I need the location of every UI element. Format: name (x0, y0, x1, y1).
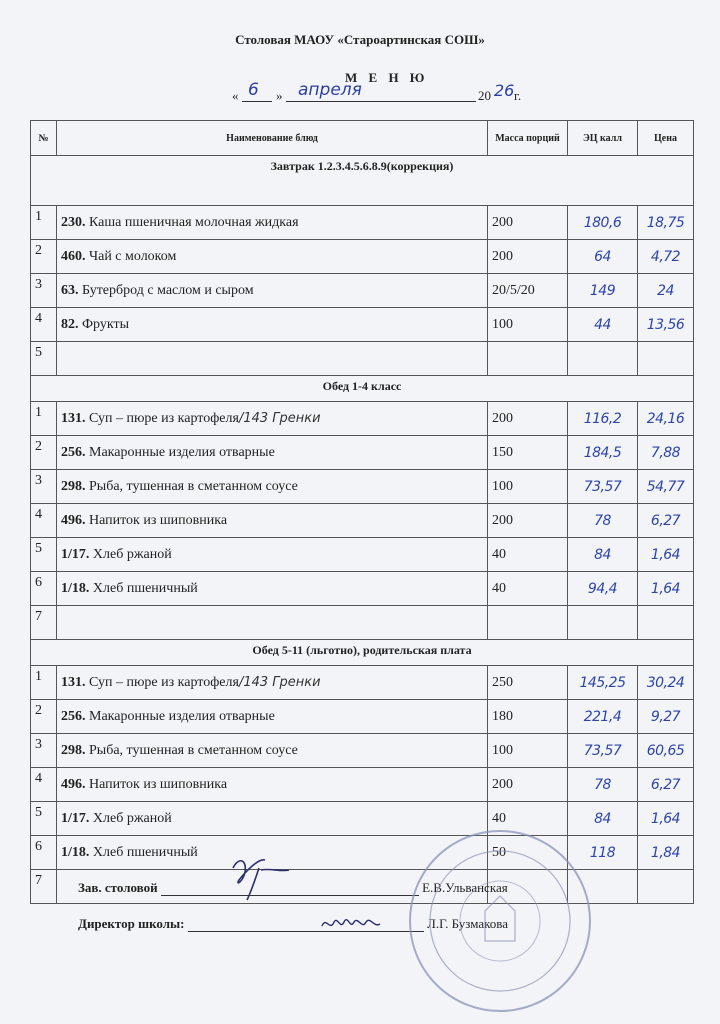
dish-price: 54,77 (638, 470, 694, 504)
table-header-row (31, 121, 694, 156)
row-number: 3 (31, 470, 57, 504)
table-row (31, 734, 694, 768)
row-number: 5 (31, 802, 57, 836)
dish-name-cell (57, 504, 488, 538)
row-number: 3 (31, 734, 57, 768)
dish-price: 60,65 (638, 734, 694, 768)
dish-price (638, 606, 694, 640)
dish-kcal: 73,57 (568, 734, 638, 768)
table-row (31, 504, 694, 538)
date-year-tail: г. (514, 88, 522, 103)
cafeteria-head-signature-icon (225, 850, 295, 905)
dish-name: Бутерброд с маслом и сыром (78, 282, 254, 298)
dish-name-cell (57, 734, 488, 768)
dish-price: 24,16 (638, 402, 694, 436)
dish-name-cell (57, 470, 488, 504)
row-number: 5 (31, 538, 57, 572)
dish-price: 9,27 (638, 700, 694, 734)
date-day: 6 (248, 80, 259, 100)
dish-name-cell (57, 538, 488, 572)
dish-kcal: 116,2 (568, 402, 638, 436)
dish-name: Фрукты (78, 316, 130, 332)
row-number: 1 (31, 206, 57, 240)
row-number: 1 (31, 402, 57, 436)
table-row (31, 572, 694, 606)
dish-name-cell (57, 342, 488, 376)
dish-price: 1,64 (638, 538, 694, 572)
dish-code: 460. (61, 248, 86, 264)
dish-name-cell (57, 308, 488, 342)
dish-code: 63. (61, 282, 79, 298)
section-header (31, 376, 694, 402)
dish-price: 6,27 (638, 504, 694, 538)
dish-name: Суп – пюре из картофеля (85, 674, 239, 690)
dish-name: Рыба, тушенная в сметанном соусе (85, 478, 298, 494)
table-row (31, 700, 694, 734)
col-header-name: Наименование блюд (57, 121, 488, 156)
date-close-quote: » (276, 88, 283, 103)
dish-name: Хлеб пшеничный (89, 844, 198, 860)
dish-name-cell (57, 572, 488, 606)
row-number: 2 (31, 240, 57, 274)
cafeteria-head-name: Е.В.Ульванская (422, 880, 508, 895)
dish-mass (488, 342, 568, 376)
dish-code: 256. (61, 708, 86, 724)
dish-price: 30,24 (638, 666, 694, 700)
dish-name: Чай с молоком (85, 248, 177, 264)
date-open-quote: « (232, 88, 239, 103)
date-line (232, 80, 532, 106)
section-title: Обед 1-4 класс (31, 376, 694, 402)
row-number: 2 (31, 436, 57, 470)
row-number: 5 (31, 342, 57, 376)
section-header (31, 156, 694, 206)
table-row (31, 206, 694, 240)
dish-name: Напиток из шиповника (85, 512, 228, 528)
row-number: 4 (31, 308, 57, 342)
dish-price: 24 (638, 274, 694, 308)
col-header-num: № (31, 121, 57, 156)
director-signature-icon (318, 908, 388, 938)
col-header-kcal: ЭЦ калл (568, 121, 638, 156)
dish-mass: 250 (488, 666, 568, 700)
dish-name: Хлеб ржаной (89, 810, 172, 826)
dish-name: Макаронные изделия отварные (85, 708, 275, 724)
table-row (31, 436, 694, 470)
cafeteria-head-label: Зав. столовой (78, 880, 158, 895)
dish-code: 131. (61, 410, 86, 426)
dish-kcal: 149 (568, 274, 638, 308)
dish-code: 256. (61, 444, 86, 460)
dish-name-cell (57, 206, 488, 240)
table-row (31, 342, 694, 376)
dish-kcal: 221,4 (568, 700, 638, 734)
dish-code: 1/18. (61, 580, 90, 596)
dish-mass: 200 (488, 768, 568, 802)
section-title: Обед 5-11 (льготно), родительская плата (31, 640, 694, 666)
dish-kcal: 44 (568, 308, 638, 342)
row-number: 4 (31, 768, 57, 802)
dish-name-cell (57, 240, 488, 274)
section-title: Завтрак 1.2.3.4.5.6.8.9(коррекция) (31, 156, 694, 206)
dish-code: 1/17. (61, 546, 90, 562)
dish-mass: 100 (488, 308, 568, 342)
dish-kcal: 84 (568, 802, 638, 836)
dish-mass: 40 (488, 802, 568, 836)
table-row (31, 538, 694, 572)
dish-price: 1,84 (638, 836, 694, 870)
table-row (31, 606, 694, 640)
dish-code: 131. (61, 674, 86, 690)
date-year-suffix: 26 (494, 81, 515, 100)
row-number: 4 (31, 504, 57, 538)
dish-kcal: 118 (568, 836, 638, 870)
dish-kcal: 78 (568, 768, 638, 802)
dish-price: 13,56 (638, 308, 694, 342)
section-header (31, 640, 694, 666)
dish-kcal: 73,57 (568, 470, 638, 504)
director-name: Л.Г. Бузмакова (427, 916, 509, 931)
dish-mass: 200 (488, 206, 568, 240)
date-year-prefix: 20 (478, 88, 491, 103)
dish-kcal (568, 342, 638, 376)
dish-price (638, 342, 694, 376)
dish-name: Напиток из шиповника (85, 776, 228, 792)
dish-mass: 200 (488, 504, 568, 538)
dish-kcal: 145,25 (568, 666, 638, 700)
table-row (31, 402, 694, 436)
dish-name-cell (57, 768, 488, 802)
menu-table (30, 120, 694, 904)
date-month: апреля (298, 80, 362, 100)
dish-mass: 100 (488, 470, 568, 504)
dish-code: 496. (61, 776, 86, 792)
dish-name-cell (57, 274, 488, 308)
school-stamp-icon (405, 826, 595, 1016)
dish-price: 6,27 (638, 768, 694, 802)
dish-kcal: 94,4 (568, 572, 638, 606)
dish-kcal: 78 (568, 504, 638, 538)
table-row (31, 308, 694, 342)
table-row (31, 666, 694, 700)
table-row (31, 240, 694, 274)
dish-name-cell (57, 402, 488, 436)
dish-code: 1/18. (61, 844, 90, 860)
dish-mass: 180 (488, 700, 568, 734)
dish-name: Каша пшеничная молочная жидкая (85, 214, 299, 230)
dish-mass: 20/5/20 (488, 274, 568, 308)
dish-price: 4,72 (638, 240, 694, 274)
row-number: 6 (31, 572, 57, 606)
dish-code: 298. (61, 478, 86, 494)
dish-name: Хлеб ржаной (89, 546, 172, 562)
canteen-title: Столовая МАОУ «Староартинская СОШ» (235, 32, 485, 47)
dish-price: 1,64 (638, 802, 694, 836)
row-number: 6 (31, 836, 57, 870)
row-number: 7 (31, 606, 57, 640)
dish-mass (488, 606, 568, 640)
dish-mass: 40 (488, 572, 568, 606)
dish-code: 82. (61, 316, 79, 332)
dish-kcal: 184,5 (568, 436, 638, 470)
dish-code: 496. (61, 512, 86, 528)
dish-mass: 100 (488, 734, 568, 768)
table-row (31, 768, 694, 802)
dish-mass: 50 (488, 836, 568, 870)
table-row (31, 470, 694, 504)
dish-mass: 200 (488, 240, 568, 274)
dish-name: Хлеб пшеничный (89, 580, 198, 596)
row-number: 3 (31, 274, 57, 308)
dish-kcal: 84 (568, 538, 638, 572)
table-row (31, 274, 694, 308)
dish-mass: 200 (488, 402, 568, 436)
dish-name-cell (57, 666, 488, 700)
dish-price: 18,75 (638, 206, 694, 240)
dish-code: 230. (61, 214, 86, 230)
dish-name-cell (57, 606, 488, 640)
col-header-mass: Масса порций (488, 121, 568, 156)
dish-price: 1,64 (638, 572, 694, 606)
dish-code: 298. (61, 742, 86, 758)
dish-price (638, 870, 694, 904)
menu-title: М Е Н Ю (345, 70, 429, 85)
dish-kcal (568, 606, 638, 640)
dish-price: 7,88 (638, 436, 694, 470)
dish-kcal: 64 (568, 240, 638, 274)
dish-name: Суп – пюре из картофеля (85, 410, 239, 426)
dish-handwritten-note: /143 Гренки (238, 674, 321, 690)
row-number: 2 (31, 700, 57, 734)
dish-name: Рыба, тушенная в сметанном соусе (85, 742, 298, 758)
dish-code: 1/17. (61, 810, 90, 826)
dish-kcal: 180,6 (568, 206, 638, 240)
dish-mass: 40 (488, 538, 568, 572)
dish-name-cell (57, 700, 488, 734)
row-number: 7 (31, 870, 57, 904)
dish-mass: 150 (488, 436, 568, 470)
col-header-price: Цена (638, 121, 694, 156)
row-number: 1 (31, 666, 57, 700)
dish-name-cell (57, 436, 488, 470)
dish-name: Макаронные изделия отварные (85, 444, 275, 460)
director-label: Директор школы: (78, 916, 185, 931)
dish-handwritten-note: /143 Гренки (238, 410, 321, 426)
